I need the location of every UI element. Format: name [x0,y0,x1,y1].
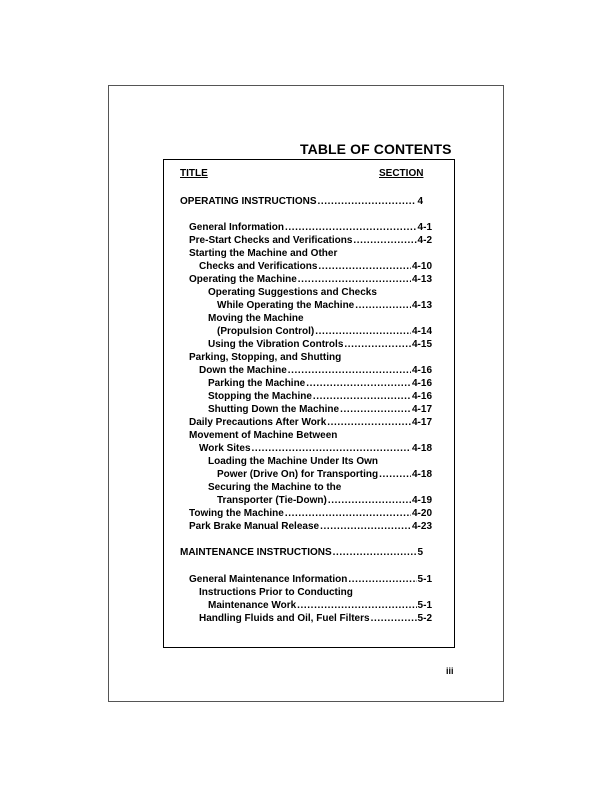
toc-entry-section: 4-2 [417,235,432,246]
toc-entry-work-sites[interactable] [199,442,432,455]
toc-entry-section: 5 [417,547,423,558]
leader-dots [298,273,411,286]
toc-entry-label: General Information [189,222,285,233]
toc-entry-label: Operating Suggestions and Checks [208,287,377,298]
toc-entry-section: 4-14 [411,326,432,337]
toc-entry-label: Towing the Machine [189,508,284,519]
toc-entry-label: Shutting Down the Machine [208,404,340,415]
toc-entry-label: Securing the Machine to the [208,482,342,493]
toc-entry-label: (Propulsion Control) [217,326,315,337]
toc-entry-while-operating[interactable] [217,299,432,312]
toc-entry-section: 4-13 [411,274,432,285]
leader-dots [371,612,417,625]
toc-entry-stopping-machine[interactable] [208,390,432,403]
toc-entry-section: 4-15 [411,339,432,350]
toc-entry-handling-fluids[interactable] [199,612,432,625]
toc-entry-section: 4-16 [411,391,432,402]
toc-entry-vibration-controls[interactable] [208,338,432,351]
leader-dots [288,364,411,377]
leader-dots [327,416,411,429]
toc-entry-section: 4-10 [411,261,432,272]
toc-entry-label: Using the Vibration Controls [208,339,344,350]
toc-entry-parking-machine[interactable] [208,377,432,390]
toc-entry-maintenance-work[interactable] [208,599,432,612]
leader-dots [313,390,411,403]
toc-entry-section: 4-20 [411,508,432,519]
leader-dots [285,221,417,234]
toc-entry-label: Down the Machine [199,365,287,376]
leader-dots [315,325,411,338]
toc-entry-label: Pre-Start Checks and Verifications [189,235,353,246]
toc-entry-operating-instructions[interactable] [180,195,423,208]
toc-entry-section: 5-1 [417,600,432,611]
toc-entry-operating-suggestions[interactable] [208,286,377,299]
leader-dots [379,468,411,481]
toc-entry-label: Checks and Verifications [199,261,318,272]
toc-entry-movement-of-machine[interactable] [189,429,337,442]
toc-entry-loading-machine[interactable] [208,455,378,468]
toc-entry-section: 4-17 [411,417,432,428]
toc-entry-label: Operating the Machine [189,274,297,285]
toc-entry-label: Park Brake Manual Release [189,521,320,532]
toc-entry-pre-start-checks[interactable] [189,234,432,247]
leader-dots [318,260,411,273]
leader-dots [320,520,411,533]
toc-entry-section: 4-1 [417,222,432,233]
toc-entry-section: 4-16 [411,365,432,376]
leader-dots [344,338,411,351]
leader-dots [348,573,416,586]
toc-entry-label: Starting the Machine and Other [189,248,338,259]
leader-dots [328,494,411,507]
toc-entry-label: MAINTENANCE INSTRUCTIONS [180,547,332,558]
toc-entry-label: Loading the Machine Under Its Own [208,456,379,467]
leader-dots [355,299,411,312]
toc-entry-daily-precautions[interactable] [189,416,432,429]
column-header-title: TITLE [180,168,208,179]
toc-entry-label: While Operating the Machine [217,300,355,311]
toc-entry-moving-machine[interactable] [208,312,304,325]
leader-dots [306,377,411,390]
toc-entry-label: Handling Fluids and Oil, Fuel Filters [199,613,370,624]
toc-entry-label: Stopping the Machine [208,391,312,402]
toc-entry-section: 5-1 [417,574,432,585]
toc-entry-label: Instructions Prior to Conducting [199,587,353,598]
leader-dots [285,507,411,520]
toc-entry-section: 5-2 [417,613,432,624]
toc-entry-section: 4-13 [411,300,432,311]
toc-entry-label: Transporter (Tie-Down) [217,495,327,506]
toc-entry-towing-machine[interactable] [189,507,432,520]
toc-entry-label: Moving the Machine [208,313,304,324]
toc-entry-operating-machine[interactable] [189,273,432,286]
leader-dots [333,546,417,559]
toc-entry-checks-verifications[interactable] [199,260,432,273]
toc-entry-label: Power (Drive On) for Transporting [217,469,379,480]
toc-entry-power-drive-on[interactable] [217,468,432,481]
leader-dots [317,195,416,208]
toc-entry-section: 4-19 [411,495,432,506]
toc-entry-label: Movement of Machine Between [189,430,338,441]
leader-dots [353,234,416,247]
toc-entry-propulsion-control[interactable] [217,325,432,338]
page-title: TABLE OF CONTENTS [300,141,452,157]
toc-entry-general-information[interactable] [189,221,432,234]
toc-entry-section: 4 [417,196,423,207]
toc-entry-instructions-prior[interactable] [199,586,353,599]
toc-entry-section: 4-17 [411,404,432,415]
toc-entry-label: Parking the Machine [208,378,306,389]
column-header-section: SECTION [379,168,424,179]
toc-entry-section: 4-16 [411,378,432,389]
leader-dots [252,442,411,455]
toc-entry-general-maintenance[interactable] [189,573,432,586]
toc-entry-transporter-tie-down[interactable] [217,494,432,507]
toc-entry-label: Daily Precautions After Work [189,417,327,428]
toc-entry-label: OPERATING INSTRUCTIONS [180,196,317,207]
toc-entry-park-brake-release[interactable] [189,520,432,533]
toc-entry-label: Work Sites [199,443,251,454]
toc-entry-starting-machine[interactable] [189,247,337,260]
leader-dots [340,403,411,416]
toc-entry-parking-stopping[interactable] [189,351,341,364]
toc-entry-securing-machine[interactable] [208,481,341,494]
toc-entry-label: Maintenance Work [208,600,297,611]
toc-entry-section: 4-18 [411,443,432,454]
toc-entry-label: Parking, Stopping, and Shutting [189,352,342,363]
leader-dots [297,599,416,612]
toc-entry-label: General Maintenance Information [189,574,348,585]
toc-entry-down-the-machine[interactable] [199,364,432,377]
toc-entry-section: 4-23 [411,521,432,532]
page-number: iii [446,666,454,676]
toc-entry-maintenance-instructions[interactable] [180,546,423,559]
toc-entry-section: 4-18 [411,469,432,480]
toc-entry-shutting-down[interactable] [208,403,432,416]
